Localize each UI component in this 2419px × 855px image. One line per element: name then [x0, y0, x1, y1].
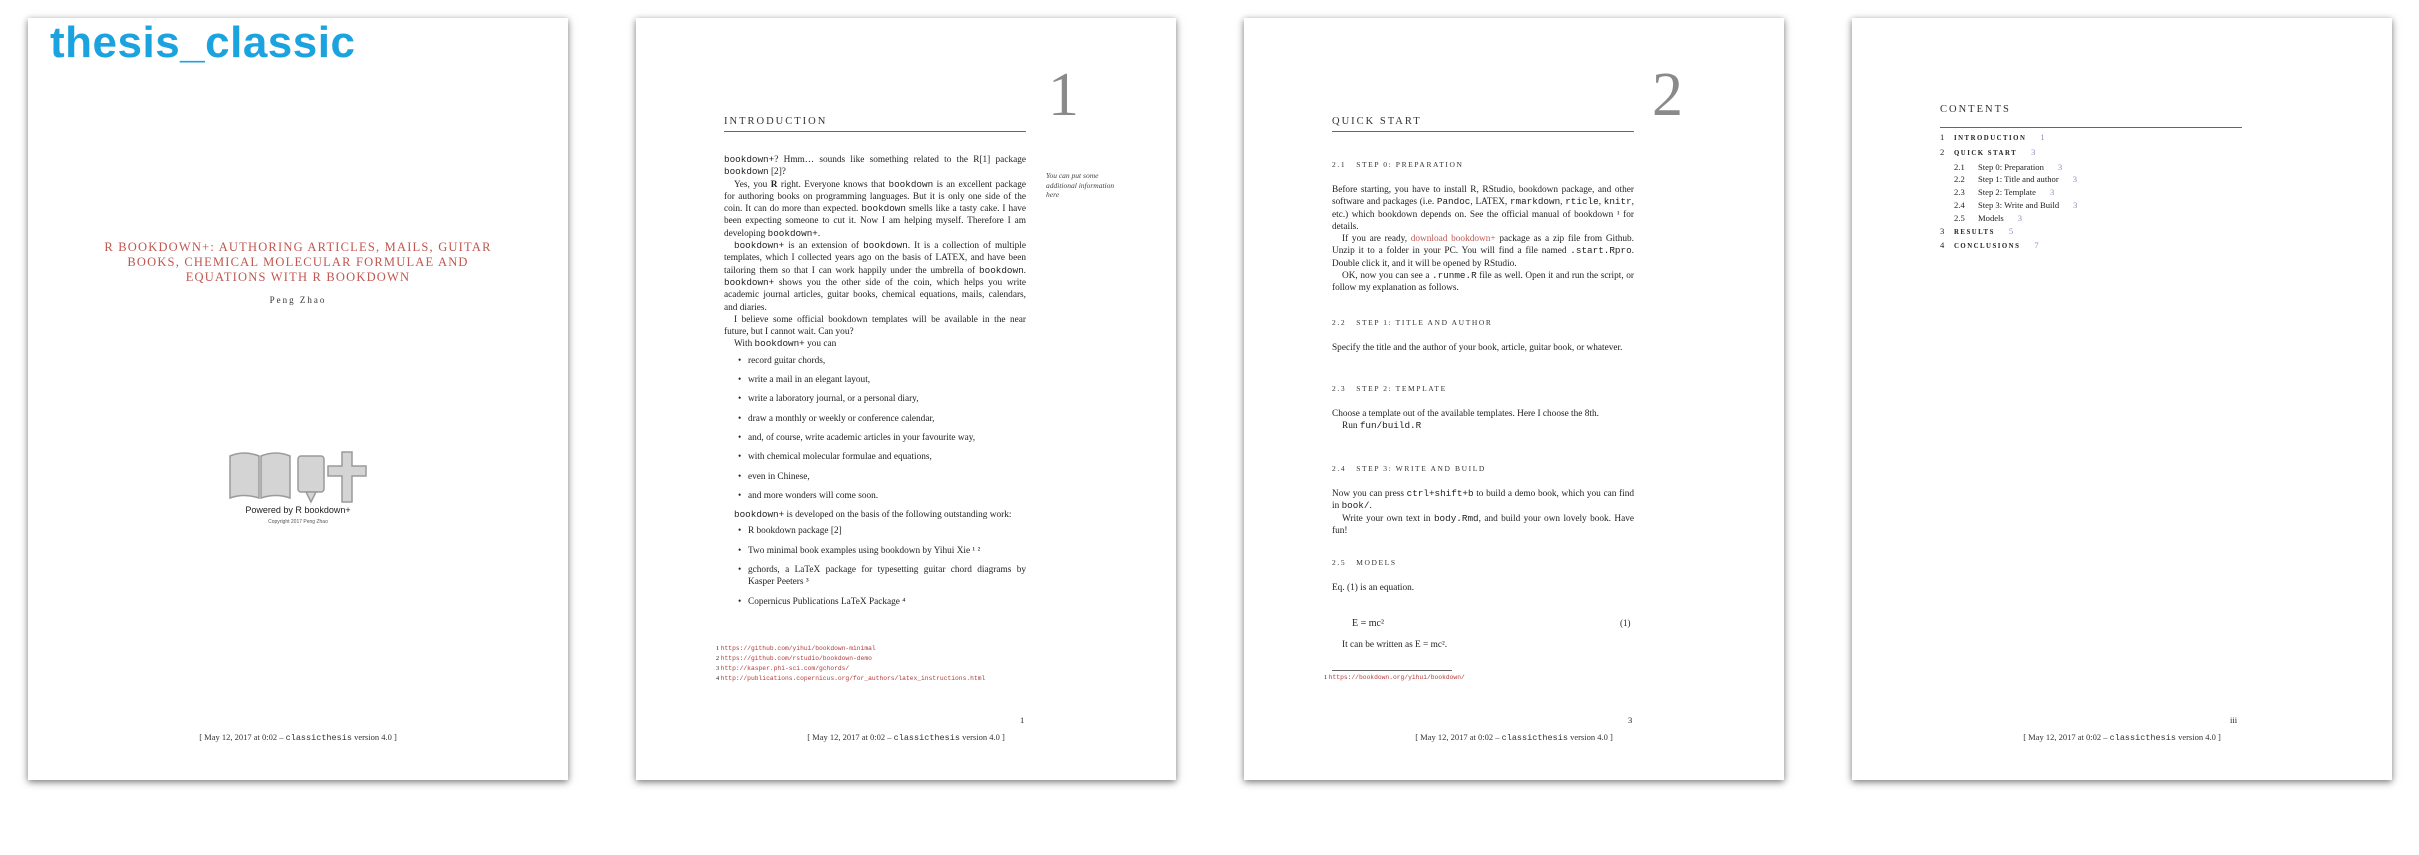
list-item: • and, of course, write academic articles in your favourite way, — [748, 432, 1026, 444]
footnote: 4 http://publications.copernicus.org/for_authors/latex_instructions.html — [716, 675, 986, 682]
title-page — [28, 18, 568, 780]
author-name: Peng Zhao — [269, 295, 327, 305]
copyright-label: Copyright 2017 Peng Zhao — [268, 519, 328, 525]
footnotes — [716, 644, 1046, 684]
page-footer: [ May 12, 2017 at 0:02 – classicthesis version 4.0 ] — [807, 732, 1005, 743]
paragraph: With bookdown+ you can — [734, 338, 837, 350]
section-heading: 2.3 STEP 2: TEMPLATE — [1332, 384, 1447, 393]
footnote-link[interactable]: http://kasper.phi-sci.com/gchords/ — [720, 665, 850, 672]
equation: E = mc² — [1352, 618, 1384, 629]
toc-entry[interactable]: 2.1 Step 0: Preparation 3 — [1954, 161, 2063, 172]
paragraph: Eq. (1) is an equation. — [1332, 583, 1415, 593]
paragraph: bookdown+ is an extension of bookdown. It is a collection of multiple templates, which I collected years ago on the basis of LATEX, and have been tailoring them so that I can work happily under the umbrella of bookdown. bookdown+ shows you the other side of the coin, which helps you write academic journal articles, guitar books, chemical equations, mails, calendars, and diaries. — [724, 240, 1026, 313]
chapter-title: INTRODUCTION — [724, 116, 828, 127]
toc-entry[interactable]: 2.5 Models 3 — [1954, 212, 2023, 223]
footnote: 2 https://github.com/rstudio/bookdown-demo — [716, 655, 872, 662]
footnote: 3 http://kasper.phi-sci.com/gchords/ — [716, 665, 850, 672]
page-number: 3 — [1628, 715, 1633, 725]
margin-note: You can put some additional information here — [1046, 171, 1115, 199]
section-heading: 2.2 STEP 1: TITLE AND AUTHOR — [1332, 318, 1493, 327]
toc-entry[interactable]: 2.3 Step 2: Template 3 — [1954, 187, 2055, 198]
toc-entry[interactable]: 2.2 Step 1: Title and author 3 — [1954, 174, 2077, 185]
paragraph: Before starting, you have to install R, RStudio, bookdown package, and other software and packages (i.e. Pandoc, LATEX, rmarkdown, rticle, knitr, etc.) which bookdown depends on. See the official manual of bookdown ¹ for details. — [1332, 185, 1634, 232]
paragraph: Specify the title and the author of your book, article, guitar book, or whatever. — [1332, 343, 1623, 353]
paragraph: Yes, you R right. Everyone knows that bookdown is an excellent package for authoring books on programming languages. But it is only one side of the coin. It can do more than expected. bookdown smells like a tasty cake. I have been expecting someone to cut it. Now I am helping myself. Therefore I am developing bookdown+. — [724, 178, 1026, 239]
page-number: iii — [2230, 715, 2238, 725]
paragraph: Choose a template out of the available templates. Here I choose the 8th. — [1332, 409, 1599, 419]
paragraph: Write your own text in body.Rmd, and build your own lovely book. Have fun! — [1332, 512, 1635, 536]
feature-list — [724, 355, 1026, 502]
section-body — [1332, 408, 1634, 433]
list-item: • write a mail in an elegant layout, — [748, 374, 1026, 386]
footnote-rule — [1332, 670, 1452, 671]
after-list-paragraph: bookdown+ is developed on the basis of the following outstanding work: — [734, 509, 1012, 521]
list-item: • write a laboratory journal, or a personal diary, — [748, 393, 1026, 405]
section-body — [1332, 184, 1634, 295]
list-item: • Two minimal book examples using bookdown by Yihui Xie ¹ ² — [748, 545, 1026, 557]
footnotes: 1 https://bookdown.org/yihui/bookdown/ — [1324, 674, 1465, 681]
guitar-pick-icon — [298, 456, 324, 502]
section-heading: 2.4 STEP 3: WRITE AND BUILD — [1332, 464, 1486, 473]
chapter-rule — [1332, 131, 1634, 132]
table-of-contents — [1940, 131, 2242, 254]
paragraph: bookdown+? Hmm… sounds like something related to the R[1] package bookdown [2]? — [724, 154, 1026, 178]
section-heading: 2.1 STEP 0: PREPARATION — [1332, 160, 1464, 169]
paragraph: It can be written as E = mc². — [1342, 640, 1448, 650]
brand-label: thesis_classic — [50, 18, 356, 67]
contents-title: CONTENTS — [1940, 104, 2011, 115]
open-book-icon — [230, 453, 290, 498]
contents-page — [1852, 18, 2392, 780]
footnote-link[interactable]: https://github.com/yihui/bookdown-minimal — [720, 645, 876, 652]
page-footer: [ May 12, 2017 at 0:02 – classicthesis version 4.0 ] — [199, 732, 397, 743]
page-number: 1 — [1020, 715, 1025, 725]
contents-rule — [1940, 127, 2242, 128]
list-item: • Copernicus Publications LaTeX Package ⁴ — [748, 596, 1026, 608]
toc-entry[interactable]: 1 INTRODUCTION 1 — [1940, 132, 2045, 142]
list-item: • gchords, a LaTeX package for typesetting guitar chord diagrams by Kasper Peeters ³ — [748, 564, 1026, 589]
chapter-number: 2 — [1652, 61, 1683, 129]
bookdown-logo-icons — [226, 448, 376, 504]
download-link[interactable]: download bookdown+ — [1410, 234, 1496, 245]
page-footer: [ May 12, 2017 at 0:02 – classicthesis version 4.0 ] — [2023, 732, 2221, 743]
powered-by-label: Powered by R bookdown+ — [245, 505, 351, 515]
chapter-rule — [724, 131, 1026, 132]
toc-entry[interactable]: 2 QUICK START 3 — [1940, 146, 2036, 157]
footnote-link[interactable]: https://github.com/rstudio/bookdown-demo — [720, 655, 872, 662]
list-item: • R bookdown package [2] — [748, 525, 1026, 537]
chapter-number: 1 — [1048, 61, 1079, 129]
document-title: R BOOKDOWN+: AUTHORING ARTICLES, MAILS, GUITAR BOOKS, CHEMICAL MOLECULAR FORMULAE AND EQUATIONS WITH R BOOKDOWN — [104, 240, 492, 284]
section-body — [1332, 488, 1634, 537]
toc-entry[interactable]: 2.4 Step 3: Write and Build 3 — [1954, 199, 2078, 210]
page-footer: [ May 12, 2017 at 0:02 – classicthesis version 4.0 ] — [1415, 732, 1613, 743]
list-item: • and more wonders will come soon. — [748, 490, 1026, 502]
section-body — [1332, 582, 1634, 594]
paragraph: Now you can press ctrl+shift+b to build a demo book, which you can find in book/. — [1332, 488, 1634, 512]
quick-start-page — [1244, 18, 1784, 780]
footnote-link[interactable]: http://publications.copernicus.org/for_authors/latex_instructions.html — [720, 675, 986, 682]
list-item: • even in Chinese, — [748, 471, 1026, 483]
section-heading: 2.5 MODELS — [1332, 558, 1397, 567]
list-item: • draw a monthly or weekly or conference calendar, — [748, 413, 1026, 425]
footnote-link[interactable]: https://bookdown.org/yihui/bookdown/ — [1328, 674, 1465, 681]
intro-paragraphs — [724, 154, 1026, 351]
paragraph: I believe some official bookdown templates will be available in the near future, but I cannot wait. Can you? — [724, 314, 1026, 338]
list-item: • with chemical molecular formulae and equations, — [748, 451, 1026, 463]
credits-list — [724, 525, 1026, 607]
toc-entry[interactable]: 4 CONCLUSIONS 7 — [1940, 240, 2039, 251]
section-body — [1332, 342, 1634, 354]
introduction-page — [636, 18, 1176, 780]
paragraph: OK, now you can see a .runme.R file as well. Open it and run the script, or follow my explanation as follows. — [1332, 270, 1634, 294]
equation-label: (1) — [1620, 618, 1631, 628]
chapter-title: QUICK START — [1332, 116, 1422, 127]
intro-body — [724, 154, 1026, 615]
footnote: 1 https://github.com/yihui/bookdown-minimal — [716, 645, 876, 652]
cross-icon — [328, 452, 366, 502]
paragraph: Run fun/build.R — [1342, 420, 1422, 432]
list-item: • record guitar chords, — [748, 355, 1026, 367]
paragraph: If you are ready, download bookdown+ package as a zip file from Github. Unzip it to a folder in your PC. You will find a file named .start.Rpro. Double click it, and it will be opened by RStudio. — [1332, 234, 1634, 269]
toc-entry[interactable]: 3 RESULTS 5 — [1940, 225, 2014, 236]
